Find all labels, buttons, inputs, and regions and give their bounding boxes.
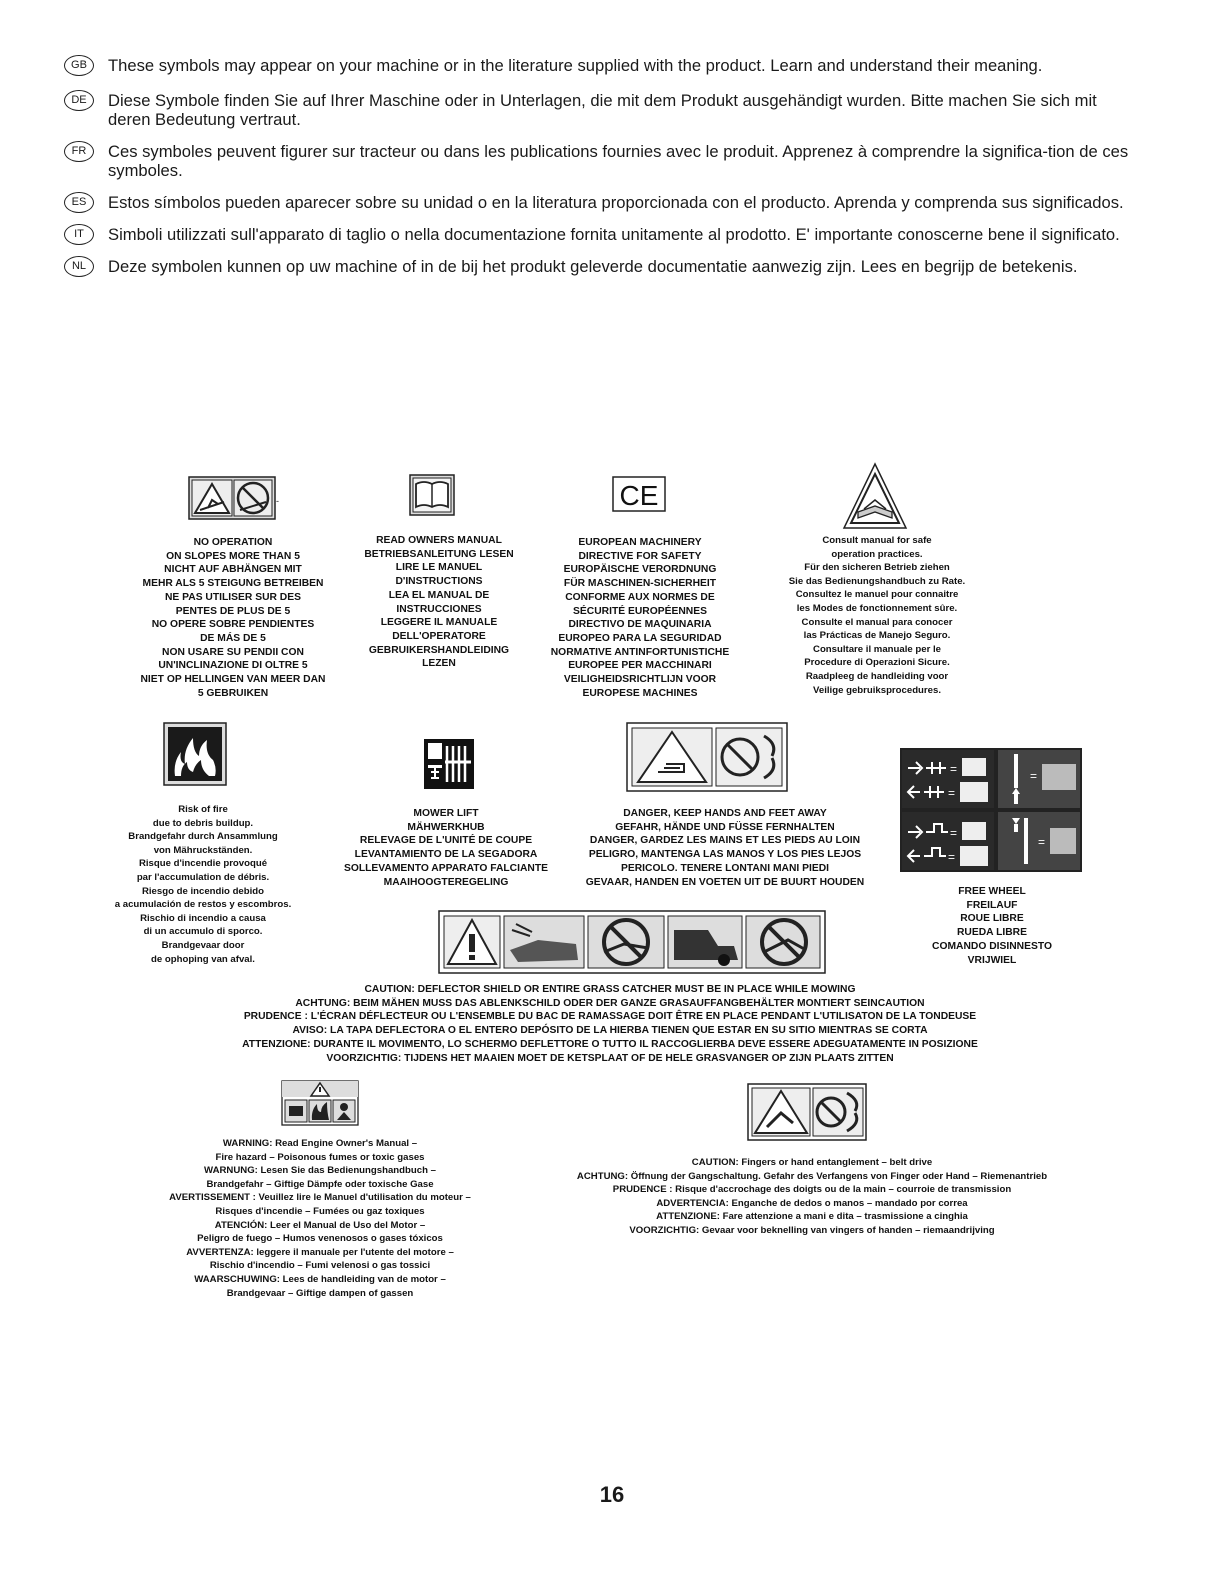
lang-badge-gb: GB <box>64 55 94 76</box>
caption-line: ATTENZIONE: DURANTE IL MOVIMENTO, LO SCHERMO DEFLETTORE O TUTTO IL RACCOGLIERBA DEVE ESSERE ADEGUATAMENTE IN POSIZIONE <box>242 1038 978 1050</box>
caption-line: UN'INCLINAZIONE DI OLTRE 5 <box>158 660 308 672</box>
caption-line: NIET OP HELLINGEN VAN MEER DAN <box>140 674 326 686</box>
caption-line: DIRECTIVO DE MAQUINARIA <box>568 619 712 631</box>
caption-line: FREE WHEEL <box>958 886 1026 897</box>
caption-line: ON SLOPES MORE THAN 5 <box>166 550 300 562</box>
caption-line: LEGGERE IL MANUALE <box>380 617 498 629</box>
caption-line: due to debris buildup. <box>152 817 254 829</box>
caption-line: NORMATIVE ANTINFORTUNISTICHE <box>550 646 730 658</box>
svg-text:=: = <box>948 850 956 864</box>
deflector-shield-icon <box>438 910 826 974</box>
caption-line: EUROPEAN MACHINERY <box>578 537 702 548</box>
caption-line: Risk of fire <box>178 804 228 815</box>
caption-line: Brandgefahr durch Ansammlung <box>128 831 278 843</box>
caption-line: ATTENZIONE: Fare attenzione a mani e dita – trasmissione a cinghia <box>656 1211 968 1223</box>
caption-line: NICHT AUF ABHÄNGEN MIT <box>164 564 302 576</box>
belt-drive-caption <box>512 1156 1112 1238</box>
svg-text:=: = <box>950 826 958 840</box>
caption-line: ACHTUNG: BEIM MÄHEN MUSS DAS ABLENKSCHILD ODER DER GANZE GRASAUFFANGBEHÄLTER MONTIERT SEINCAUTION <box>295 997 925 1009</box>
ce-directive-caption <box>536 536 744 700</box>
caption-line: LIRE LE MANUEL <box>395 562 483 574</box>
caption-line: di un accumulo di sporco. <box>143 926 263 938</box>
caption-line: DIRECTIVE FOR SAFETY <box>578 550 702 562</box>
caption-line: Procedure di Operazioni Sicure. <box>804 657 950 669</box>
caption-line: RUEDA LIBRE <box>957 927 1027 939</box>
intro-text-de: Diese Symbole finden Sie auf Ihrer Maschine oder in Unterlagen, die mit dem Produkt ausgehändigt wurden. Bitte machen Sie sich mit deren Bedeutung vertraut. <box>108 91 1097 129</box>
belt-drive-warning-icon <box>747 1083 867 1141</box>
intro-row-nl <box>64 257 1134 276</box>
caption-line: Für den sicheren Betrieb ziehen <box>804 562 950 574</box>
caption-line: CONFORME AUX NORMES DE <box>565 591 715 603</box>
caption-line: FÜR MASCHINEN-SICHERHEIT <box>563 578 717 590</box>
caption-line: GEBRUIKERSHANDLEIDING <box>368 644 510 656</box>
lang-badge-it: IT <box>64 224 94 245</box>
caption-line: NO OPERATION <box>193 537 273 548</box>
ce-mark-icon <box>612 476 666 512</box>
caption-line: SÉCURITÉ EUROPÉENNES <box>573 605 707 617</box>
caption-line: Consultare il manuale per le <box>813 643 941 655</box>
caption-line: LEVANTAMIENTO DE LA SEGADORA <box>354 849 538 861</box>
intro-row-de <box>64 91 1134 129</box>
svg-text:-: - <box>276 496 279 506</box>
caption-line: NE PAS UTILISER SUR DES <box>165 591 301 603</box>
caption-line: ROUE LIBRE <box>960 913 1024 925</box>
caption-line: Veilige gebruiksprocedures. <box>813 684 941 696</box>
intro-row-it <box>64 225 1134 244</box>
caption-line: Rischio d'incendio – Fumi velenosi o gas tossici <box>209 1260 431 1272</box>
caption-line: AVVERTENZA: leggere il manuale per l'utente del motore – <box>186 1246 454 1258</box>
caption-line: MÄHWERKHUB <box>407 821 485 833</box>
caption-line: NO OPERE SOBRE PENDIENTES <box>151 619 315 631</box>
intro-row-es <box>64 193 1134 212</box>
intro-section <box>64 56 1134 289</box>
caption-line: EUROPEO PARA LA SEGURIDAD <box>558 632 722 644</box>
caption-line: WARNING: Read Engine Owner's Manual – <box>222 1138 418 1149</box>
caption-line: Brandgevaar – Giftige dampen of gassen <box>226 1287 414 1299</box>
free-wheel-caption <box>910 885 1074 967</box>
caption-line: von Mähruckständen. <box>153 844 253 856</box>
svg-text:=: = <box>950 762 958 776</box>
caption-line: ACHTUNG: Öffnung der Gangschaltung. Gefahr des Verfangens von Finger oder Hand – Riemenantrieb <box>576 1170 1048 1182</box>
ce-mark-label: CE <box>619 480 659 511</box>
caption-line: Peligro de fuego – Humos venenosos o gases tóxicos <box>197 1233 443 1245</box>
intro-text-it: Simboli utilizzati sull'apparato di taglio o nella documentazione fornita unitamente al prodotto. E' importante conoscerne bene il significato. <box>108 225 1120 244</box>
svg-text:=: = <box>1038 835 1046 849</box>
caption-line: 5 GEBRUIKEN <box>197 687 269 699</box>
risk-fire-caption <box>92 803 314 966</box>
caption-line: Consult manual for safe <box>822 535 932 546</box>
caption-line: COMANDO DISINNESTO <box>932 940 1052 952</box>
caption-line: NON USARE SU PENDII CON <box>162 646 304 658</box>
lang-badge-de: DE <box>64 90 94 111</box>
engine-warning-caption <box>118 1137 522 1300</box>
intro-text-gb: These symbols may appear on your machine or in the literature supplied with the product. Learn and understand their meaning. <box>108 56 1043 75</box>
caption-line: PRUDENCE : Risque d'accrochage des doigts ou de la main – courroie de transmission <box>612 1184 1012 1196</box>
engine-warning-icon <box>281 1080 359 1126</box>
caption-line: WARNUNG: Lesen Sie das Bedienungshandbuch – <box>204 1165 436 1177</box>
fire-icon <box>163 722 227 786</box>
caption-line: Riesgo de incendio debido <box>141 885 265 897</box>
caption-line: AVERTISSEMENT : Veuillez lire le Manuel d'utilisation du moteur – <box>169 1192 471 1204</box>
caption-line: operation practices. <box>831 548 923 560</box>
intro-text-es: Estos símbolos pueden aparecer sobre su unidad o en la literatura proporcionada con el producto. Aprenda y comprenda sus significados. <box>108 193 1124 212</box>
no-slope-icon <box>188 476 280 520</box>
consult-manual-warning-icon <box>842 462 908 530</box>
caption-line: VOORZICHTIG: Gevaar voor beknelling van vingers of handen – riemaandrijving <box>629 1224 995 1236</box>
danger-hands-caption <box>566 807 884 889</box>
caption-line: Raadpleeg de handleiding voor <box>805 670 949 682</box>
caption-line: FREILAUF <box>966 899 1018 911</box>
caption-line: DANGER, GARDEZ LES MAINS ET LES PIEDS AU LOIN <box>589 835 861 847</box>
svg-text:=: = <box>948 786 956 800</box>
caption-line: PRUDENCE : L'ÉCRAN DÉFLECTEUR OU L'ENSEMBLE DU BAC DE RAMASSAGE DOIT ÊTRE EN PLACE PENDANT L'UTILISATON DE LA TONDEUSE <box>243 1011 977 1023</box>
caption-line: BETRIEBSANLEITUNG LESEN <box>364 548 514 560</box>
caption-line: MOWER LIFT <box>413 808 479 819</box>
caption-line: Consultez le manuel pour connaitre <box>795 589 959 601</box>
caption-line: MAAIHOOGTEREGELING <box>383 876 509 888</box>
svg-text:=: = <box>1030 769 1038 783</box>
caption-line: Rischio di incendio a causa <box>140 912 266 924</box>
caption-line: Sie das Bedienungshandbuch zu Rate. <box>788 575 966 587</box>
lang-badge-nl: NL <box>64 256 94 277</box>
caption-line: WAARSCHUWING: Lees de handleiding van de motor – <box>194 1273 446 1285</box>
caption-line: GEVAAR, HANDEN EN VOETEN UIT DE BUURT HOUDEN <box>585 876 865 888</box>
intro-row-fr <box>64 142 1134 180</box>
caption-line: PENTES DE PLUS DE 5 <box>175 605 291 617</box>
deflector-caption <box>150 983 1070 1065</box>
caption-line: las Prácticas de Manejo Seguro. <box>803 630 951 642</box>
caption-line: INSTRUCCIONES <box>396 603 482 615</box>
caption-line: Brandgevaar door <box>161 939 245 951</box>
free-wheel-icon <box>900 748 1082 872</box>
caption-line: DELL'OPERATORE <box>392 630 486 642</box>
intro-row-gb <box>64 56 1134 75</box>
caption-line: CAUTION: DEFLECTOR SHIELD OR ENTIRE GRASS CATCHER MUST BE IN PLACE WHILE MOWING <box>364 984 856 995</box>
caption-line: par l'accumulation de débris. <box>136 871 270 883</box>
caption-line: AVISO: LA TAPA DEFLECTORA O EL ENTERO DEPÓSITO DE LA HIERBA TIENEN QUE ESTAR EN SU SITIO MIENTRAS SE CORTA <box>292 1025 928 1037</box>
caption-line: PERICOLO. TENERE LONTANI MANI PIEDI <box>620 862 830 874</box>
mower-lift-icon <box>423 738 475 790</box>
caption-line: READ OWNERS MANUAL <box>376 535 502 546</box>
caption-line: CAUTION: Fingers or hand entanglement – belt drive <box>691 1157 933 1168</box>
caption-line: Risques d'incendie – Fumées ou gaz toxiques <box>215 1205 425 1217</box>
caption-line: ADVERTENCIA: Enganche de dedos o manos – mandado por correa <box>656 1197 968 1209</box>
caption-line: LEZEN <box>422 658 456 670</box>
caption-line: DE MÁS DE 5 <box>200 632 266 644</box>
caption-line: LEA EL MANUAL DE <box>388 589 490 601</box>
caption-line: EUROPESE MACHINES <box>582 687 698 699</box>
caption-line: MEHR ALS 5 STEIGUNG BETREIBEN <box>142 578 324 590</box>
read-manual-icon <box>409 474 455 516</box>
caption-line: Fire hazard – Poisonous fumes or toxic gases <box>215 1151 425 1163</box>
no-operation-caption <box>124 536 342 700</box>
caption-line: Risque d'incendie provoqué <box>138 858 268 870</box>
intro-text-fr: Ces symboles peuvent figurer sur tracteur ou dans les publications fournies avec le produit. Apprenez à comprendre la significa-tion de ces symboles. <box>108 142 1129 180</box>
caption-line: VRIJWIEL <box>967 954 1017 966</box>
read-manual-caption <box>348 534 530 671</box>
caption-line: PELIGRO, MANTENGA LAS MANOS Y LOS PIES LEJOS <box>588 849 862 861</box>
caption-line: VEILIGHEIDSRICHTLIJN VOOR <box>563 674 717 686</box>
caption-line: Consulte el manual para conocer <box>801 616 953 628</box>
mower-lift-caption <box>328 807 564 889</box>
caption-line: D'INSTRUCTIONS <box>395 576 483 588</box>
caption-line: GEFAHR, HÄNDE UND FÜSSE FERNHALTEN <box>615 821 835 833</box>
caption-line: les Modes de fonctionnement sûre. <box>796 602 958 614</box>
caption-line: EUROPEE PER MACCHINARI <box>568 660 712 672</box>
lang-badge-fr: FR <box>64 141 94 162</box>
caption-line: RELEVAGE DE L'UNITÉ DE COUPE <box>359 835 533 847</box>
lang-badge-es: ES <box>64 192 94 213</box>
danger-hands-feet-icon <box>626 722 788 792</box>
caption-line: VOORZICHTIG: TIJDENS HET MAAIEN MOET DE KETSPLAAT OF DE HELE GRASVANGER OP ZIJN PLAATS ZITTEN <box>326 1052 894 1064</box>
caption-line: SOLLEVAMENTO APPARATO FALCIANTE <box>343 862 549 874</box>
caption-line: a acumulación de restos y escombros. <box>114 899 292 911</box>
caption-line: ATENCIÓN: Leer el Manual de Uso del Motor – <box>214 1219 426 1231</box>
consult-manual-caption <box>768 534 986 697</box>
caption-line: de ophoping van afval. <box>151 953 255 965</box>
page-number: 16 <box>599 1482 625 1507</box>
caption-line: EUROPÄISCHE VERORDNUNG <box>563 564 717 576</box>
caption-line: DANGER, KEEP HANDS AND FEET AWAY <box>623 808 827 819</box>
intro-text-nl: Deze symbolen kunnen op uw machine of in de bij het produkt geleverde documentatie aanwezig zijn. Lees en begrijp de betekenis. <box>108 257 1078 276</box>
caption-line: Brandgefahr – Giftige Dämpfe oder toxische Gase <box>206 1178 434 1190</box>
